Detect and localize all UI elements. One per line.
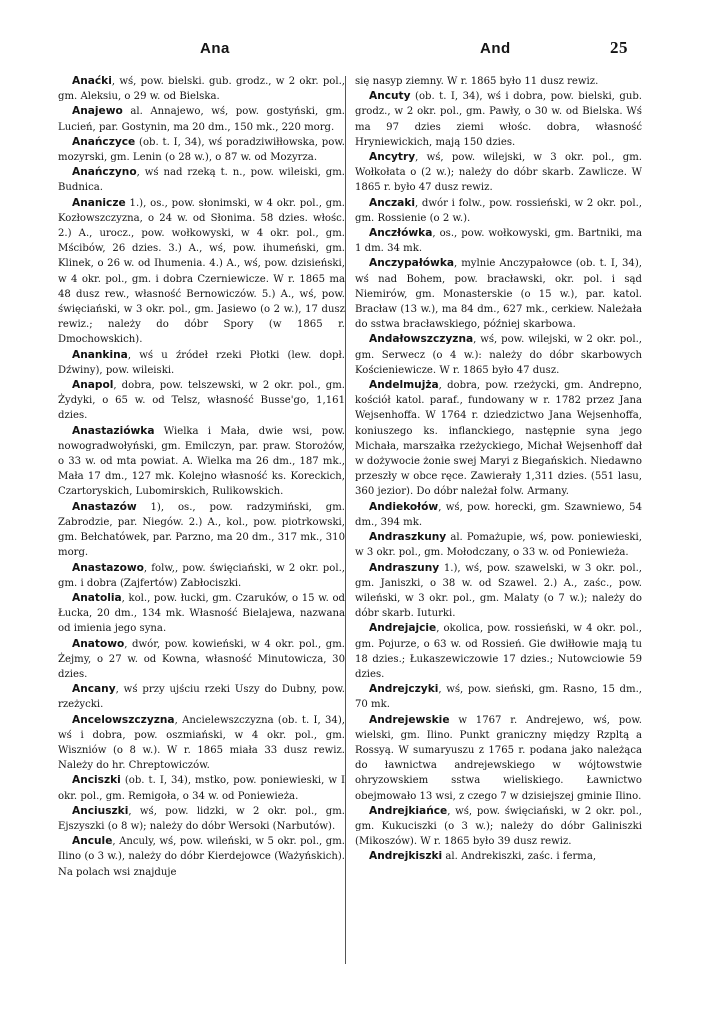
dictionary-entry bbox=[58, 804, 345, 834]
entry-headword: Andałowszczyzna bbox=[369, 333, 474, 346]
dictionary-entry bbox=[355, 682, 642, 712]
dictionary-entry bbox=[355, 849, 642, 864]
dictionary-entry bbox=[58, 834, 345, 880]
entry-text: , kol., pow. łucki, gm. Czaruków, o 15 w. od Łucka, 20 dm., 134 mk. Własność Bielajewa, nazwana od imienia jego syna. bbox=[58, 592, 345, 635]
entry-text: , dwór i folw., pow. rossieński, w 2 okr. pol., gm. Rossienie (o 2 w.). bbox=[355, 197, 642, 224]
page-number: 25 bbox=[610, 38, 628, 57]
entry-text: , wś, pow. wilejski, w 3 okr. pol., gm. Wołkołata o (2 w.); należy do dóbr skarb. Zawlicze. W 1865 r. było 47 dusz rewiz. bbox=[355, 152, 642, 194]
entry-text: , wś u źródeł rzeki Płotki (lew. dopł. Dźwiny), pow. wileiski. bbox=[58, 349, 345, 376]
entry-text: , wś, pow. lidzki, w 2 okr. pol., gm. Ejszyszki (o 8 w); należy do dóbr Wersoki (Narbutów). bbox=[58, 805, 345, 832]
entry-headword: Anaćki bbox=[72, 75, 112, 87]
dictionary-entry bbox=[58, 424, 345, 500]
dictionary-entry bbox=[355, 196, 642, 226]
entry-headword: Anczłówka bbox=[369, 227, 433, 240]
dictionary-entry bbox=[355, 226, 642, 256]
dictionary-entry bbox=[58, 561, 345, 591]
dictionary-entry bbox=[58, 713, 345, 774]
entry-text: al. Andrekiszki, zaśc. i ferma, bbox=[442, 851, 597, 863]
dictionary-entry bbox=[355, 332, 642, 378]
entry-text: (ob. t. I, 34), wś poradziwiłłowska, pow. mozyrski, gm. Lenin (o 28 w.), o 87 w. od Mozyrza. bbox=[58, 136, 345, 164]
dictionary-entry bbox=[355, 621, 642, 682]
entry-text: się nasyp ziemny. W r. 1865 było 11 dusz rewiz. bbox=[355, 76, 599, 87]
entry-headword: Andrejajcie bbox=[369, 622, 437, 635]
entry-headword: Ancytry bbox=[369, 151, 416, 164]
entry-text: 1.), wś, pow. szawelski, w 3 okr. pol., gm. Janiszki, o 38 w. od Szawel. 2.) A., zaśc., pow. wileński, w 3 okr. pol., gm. Malaty (o 7 w.); należy do dóbr skarb. Iuturki. bbox=[355, 562, 642, 620]
entry-headword: Andiekołów bbox=[369, 500, 439, 513]
entry-headword: Ancany bbox=[72, 683, 116, 696]
entry-text: , wś, pow. bielski. gub. grodz., w 2 okr. pol., gm. Aleksiu, o 29 w. od Bielska. bbox=[58, 76, 345, 103]
right-column bbox=[355, 74, 642, 865]
entry-headword: Anczaki bbox=[369, 196, 416, 209]
entry-text: , folw,, pow. święciański, w 2 okr. pol., gm. i dobra (Zajfertów) Zabłociszki. bbox=[58, 562, 345, 589]
dictionary-entry bbox=[58, 682, 345, 712]
entry-headword: Anciuszki bbox=[72, 804, 129, 817]
dictionary-entry bbox=[58, 196, 345, 348]
entry-headword: Anapol bbox=[72, 379, 114, 392]
running-head-left: Ana bbox=[200, 40, 230, 57]
entry-headword: Anatowo bbox=[72, 637, 125, 650]
dictionary-entry bbox=[58, 104, 345, 134]
entry-headword: Ananicze bbox=[72, 196, 126, 209]
entry-text: al. Annajewo, wś, pow. gostyński, gm. Lucień, par. Gostynin, ma 20 dm., 150 mk., 220 morg. bbox=[58, 106, 345, 133]
entry-headword: Andrejkiańce bbox=[369, 804, 448, 817]
entry-headword: Anańczyno bbox=[72, 166, 137, 179]
entry-headword: Anastazów bbox=[72, 500, 137, 513]
entry-headword: Anankina bbox=[72, 348, 128, 361]
dictionary-entry bbox=[355, 530, 642, 560]
dictionary-entry bbox=[355, 256, 642, 332]
entry-text: (ob. t. I, 34), wś i dobra, pow. bielski, gub. grodz., w 2 okr. pol., gm. Pawły, o 30 w. od Bielska. Wś ma 97 dzies ziemi włośc. dobra, własność Hryniewickich, mają 150 dzies. bbox=[355, 91, 642, 148]
entry-headword: Andraszuny bbox=[369, 561, 440, 574]
dictionary-entry bbox=[355, 89, 642, 150]
entry-text: , os., pow. wołkowyski, gm. Bartniki, ma 1 dm. 34 mk. bbox=[355, 228, 642, 255]
entry-headword: Ancule bbox=[72, 835, 113, 848]
dictionary-entry bbox=[355, 378, 642, 500]
dictionary-entry bbox=[355, 150, 642, 196]
dictionary-entry bbox=[58, 773, 345, 803]
entry-text: (ob. t. I, 34), mstko, pow. poniewieski, w I okr. pol., gm. Remigoła, o 34 w. od Poniewieża. bbox=[58, 775, 345, 802]
entry-text: 1), os., pow. radzymiński, gm. Zabrodzie, par. Niegów. 2.) A., kol., pow. piotrkowski, gm. Bełchatówek, par. Parzno, ma 20 dm., 317 mk., 310 morg. bbox=[58, 501, 345, 559]
entry-text: , wś nad rzeką t. n., pow. wileiski, gm. Budnica. bbox=[58, 167, 345, 194]
entry-text: , okolica, pow. rossieński, w 4 okr. pol., gm. Pojurze, o 63 w. od Rossień. Gie dwiłłowie mają tu 18 dzies.; Łukaszewiczowie 17 dzies.; Nutowciowie 59 dzies. bbox=[355, 623, 642, 680]
dictionary-entry bbox=[58, 637, 345, 683]
dictionary-entry bbox=[58, 165, 345, 195]
entry-headword: Andraszkuny bbox=[369, 531, 447, 544]
dictionary-entry bbox=[355, 74, 642, 89]
entry-headword: Anatolia bbox=[72, 591, 122, 604]
running-head-center: And bbox=[480, 40, 511, 57]
dictionary-entry bbox=[355, 713, 642, 804]
entry-text: , mylnie Anczypałowce (ob. t. I, 34), wś nad Bohem, pow. bracławski, okr. pol. i sąd Niemirów, gm. Monasterskie (o 15 w.), par. katol. Bracław (13 w.), ma 84 dm., 627 mk., cerkiew. Należała do sstwa bracławskiego, później skarbowa. bbox=[355, 258, 642, 331]
entry-text: , Ancielewszczyzna (ob. t. I, 34), wś i dobra, pow. oszmiański, w 4 okr. pol., gm. Wiszniów (o 8 w.). W r. 1865 miała 33 dusz rewiz. Należy do hr. Chreptowiczów. bbox=[58, 714, 345, 772]
entry-headword: Anajewo bbox=[72, 105, 123, 118]
entry-headword: Andrejkiszki bbox=[369, 850, 443, 863]
entry-headword: Anastaziówka bbox=[72, 424, 155, 437]
entry-headword: Ancuty bbox=[369, 90, 411, 103]
entry-text: Wielka i Mała, dwie wsi, pow. nowogradwołyński, gm. Emilczyn, par. praw. Storożów, o 33 w. od mta powiat. A. Wielka ma 26 dm., 187 mk., Mała 17 dm., 127 mk. Kolejno własność ks. Koreckich, Czartoryskich, Lubomirskich, Rulikowskich. bbox=[58, 425, 345, 498]
entry-headword: Anciszki bbox=[72, 774, 121, 787]
entry-text: , Anculy, wś, pow. wileński, w 5 okr. pol., gm. Ilino (o 3 w.), należy do dóbr Kierdejowce (Ważyńskich). Na polach wsi znajduje bbox=[58, 836, 345, 878]
entry-text: w 1767 r. Andrejewo, wś, pow. wielski, gm. Ilino. Punkt graniczny między Rzpltą a Rossyą. W sumaryuszu z 1765 r. podana jako należąca do ławnictwa andrejewskiego w wójtowstwie ohryzowskiem sstwa wieliskiego. Ławnictwo obejmowało 13 wsi, z czego 7 w dzisiejszej gminie Ilino. bbox=[355, 714, 642, 802]
dictionary-entry bbox=[58, 74, 345, 104]
entry-text: , wś przy ujściu rzeki Uszy do Dubny, pow. rzeżycki. bbox=[58, 684, 345, 711]
dictionary-entry bbox=[58, 135, 345, 165]
entry-text: , wś, pow. sieński, gm. Rasno, 15 dm., 70 mk. bbox=[355, 684, 642, 711]
dictionary-entry bbox=[58, 500, 345, 561]
entry-text: , wś, pow. święciański, w 2 okr. pol., gm. Kukuciszki (o 3 w.); należy do dóbr Galiniszki (Mikoszów). W r. 1865 było 39 dusz rewiz. bbox=[355, 805, 642, 848]
entry-headword: Anczypałówka bbox=[369, 257, 455, 270]
entry-text: , dwór, pow. kowieński, w 4 okr. pol., gm. Żejmy, o 27 w. od Kowna, własność Minutowicza, 30 dzies. bbox=[58, 638, 345, 680]
entry-text: , dobra, pow. rzeżycki, gm. Andrepno, kościół katol. paraf., fundowany w r. 1782 przez Jana Wejsenhoffa. W 1764 r. dziedzictwo Jana Wejsenhoffa, koniuszego ks. inflanckiego, następnie syna jego Michała, marszałka rzeżyckiego, Michał Wejsenhoff dał w dożywocie żonie swej Maryi z Biegańskich. Niedawno przeszły w obce ręce. Zawierały 1,311 dzies. (551 lasu, 360 jezior). Do dóbr należał folw. Armany. bbox=[355, 380, 642, 498]
entry-text: , dobra, pow. telszewski, w 2 okr. pol., gm. Żydyki, o 65 w. od Telsz, własność Busse'go, 1,161 dzies. bbox=[58, 380, 345, 422]
left-column bbox=[58, 74, 345, 880]
entry-headword: Andrejczyki bbox=[369, 683, 439, 696]
entry-text: , wś, pow. wilejski, w 2 okr. pol., gm. Serwecz (o 4 w.): należy do dóbr skarbowych Kościeniewicze. W r. 1865 było 47 dusz. bbox=[355, 334, 642, 376]
column-divider bbox=[345, 76, 346, 964]
entry-headword: Andrejewskie bbox=[369, 713, 450, 726]
entry-text: al. Pomażupie, wś, pow. poniewieski, w 3 okr. pol., gm. Mołodczany, o 33 w. od Poniewieża. bbox=[355, 532, 642, 559]
entry-headword: Ancelowszczyzna bbox=[72, 713, 175, 726]
dictionary-entry bbox=[58, 348, 345, 378]
dictionary-entry bbox=[58, 378, 345, 424]
dictionary-entry bbox=[355, 804, 642, 850]
entry-text: , wś, pow. horecki, gm. Szawniewo, 54 dm., 394 mk. bbox=[355, 501, 642, 528]
dictionary-entry bbox=[58, 591, 345, 637]
entry-headword: Anastazowo bbox=[72, 561, 144, 574]
entry-headword: Andelmujża bbox=[369, 379, 439, 392]
entry-headword: Anańczyce bbox=[72, 135, 136, 148]
entry-text: 1.), os., pow. słonimski, w 4 okr. pol., gm. Kozłowszczyzna, o 24 w. od Słonima. 58 dzies. włośc. 2.) A., urocz., pow. wołkowyski, w 4 okr. pol., gm. Mścibów, 26 dzies. 3.) A., wś, pow. ihumeński, gm. Klinek, o 26 w. od Ihumenia. 4.) A., wś, pow. dzisieński, w 4 okr. pol., gm. i dobra Czerniewicze. W r. 1865 ma 48 dusz rew., własność Bernowiczów. 5.) A., wś, pow. święciański, w 3 okr. pol., gm. Jasiewo (o 2 w.), 17 dusz rewiz.; należy do dóbr Spory (w 1865 r. Dmochowskich). bbox=[58, 197, 345, 346]
dictionary-entry bbox=[355, 500, 642, 530]
dictionary-entry bbox=[355, 561, 642, 622]
